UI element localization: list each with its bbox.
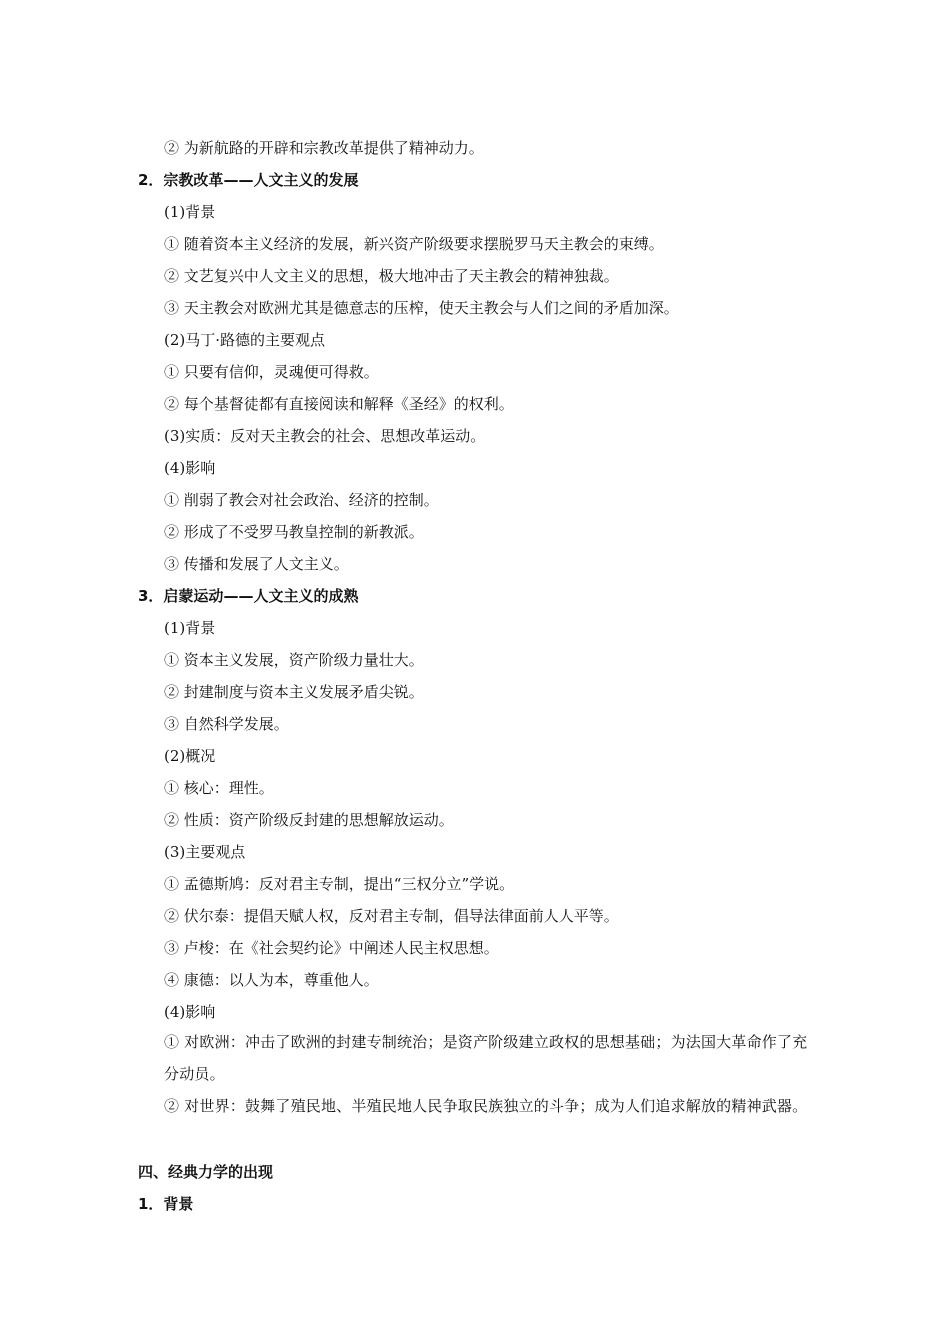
section-heading: 1．背景 [138, 1195, 194, 1213]
text-line: ③ 天主教会对欧洲尤其是德意志的压榨，使天主教会与人们之间的矛盾加深。 [164, 299, 679, 317]
text-line: ① 核心：理性。 [164, 779, 274, 797]
text-line: ① 资本主义发展，资产阶级力量壮大。 [164, 651, 424, 669]
text-line: ③ 自然科学发展。 [164, 715, 289, 733]
text-line: ② 伏尔泰：提倡天赋人权，反对君主专制，倡导法律面前人人平等。 [164, 907, 619, 925]
text-line: (2)概况 [164, 747, 216, 765]
text-paragraph: ② 对世界：鼓舞了殖民地、半殖民地人民争取民族独立的斗争；成为人们追求解放的精神武器。 [164, 1097, 808, 1115]
text-line: (3)实质：反对天主教会的社会、思想改革运动。 [164, 427, 486, 445]
text-line: (4)影响 [164, 1003, 216, 1021]
text-line: ② 为新航路的开辟和宗教改革提供了精神动力。 [164, 139, 484, 157]
text-line: ① 孟德斯鸠：反对君主专制，提出“三权分立”学说。 [164, 875, 515, 893]
text-line: (2)马丁·路德的主要观点 [164, 331, 326, 349]
text-line: ② 文艺复兴中人文主义的思想，极大地冲击了天主教会的精神独裁。 [164, 267, 619, 285]
text-line: ② 每个基督徒都有直接阅读和解释《圣经》的权利。 [164, 395, 514, 413]
text-line: ② 性质：资产阶级反封建的思想解放运动。 [164, 811, 454, 829]
text-line: (1)背景 [164, 203, 216, 221]
text-line: ② 形成了不受罗马教皇控制的新教派。 [164, 523, 424, 541]
text-line: ③ 卢梭：在《社会契约论》中阐述人民主权思想。 [164, 939, 499, 957]
text-line: ④ 康德：以人为本，尊重他人。 [164, 971, 379, 989]
text-line: ③ 传播和发展了人文主义。 [164, 555, 349, 573]
text-line: ② 封建制度与资本主义发展矛盾尖锐。 [164, 683, 424, 701]
section-heading: 四、经典力学的出现 [138, 1163, 274, 1181]
text-line: (1)背景 [164, 619, 216, 637]
text-line: (4)影响 [164, 459, 216, 477]
text-line: ① 随着资本主义经济的发展，新兴资产阶级要求摆脱罗马天主教会的束缚。 [164, 235, 664, 253]
text-paragraph: ① 对欧洲：冲击了欧洲的封建专制统治；是资产阶级建立政权的思想基础；为法国大革命作了充分动员。 [164, 1033, 808, 1083]
text-line: ① 削弱了教会对社会政治、经济的控制。 [164, 491, 439, 509]
section-heading: 3．启蒙运动——人文主义的成熟 [138, 587, 359, 605]
text-line: (3)主要观点 [164, 843, 246, 861]
section-heading: 2．宗教改革——人文主义的发展 [138, 171, 359, 189]
text-line: ① 只要有信仰，灵魂便可得救。 [164, 363, 379, 381]
